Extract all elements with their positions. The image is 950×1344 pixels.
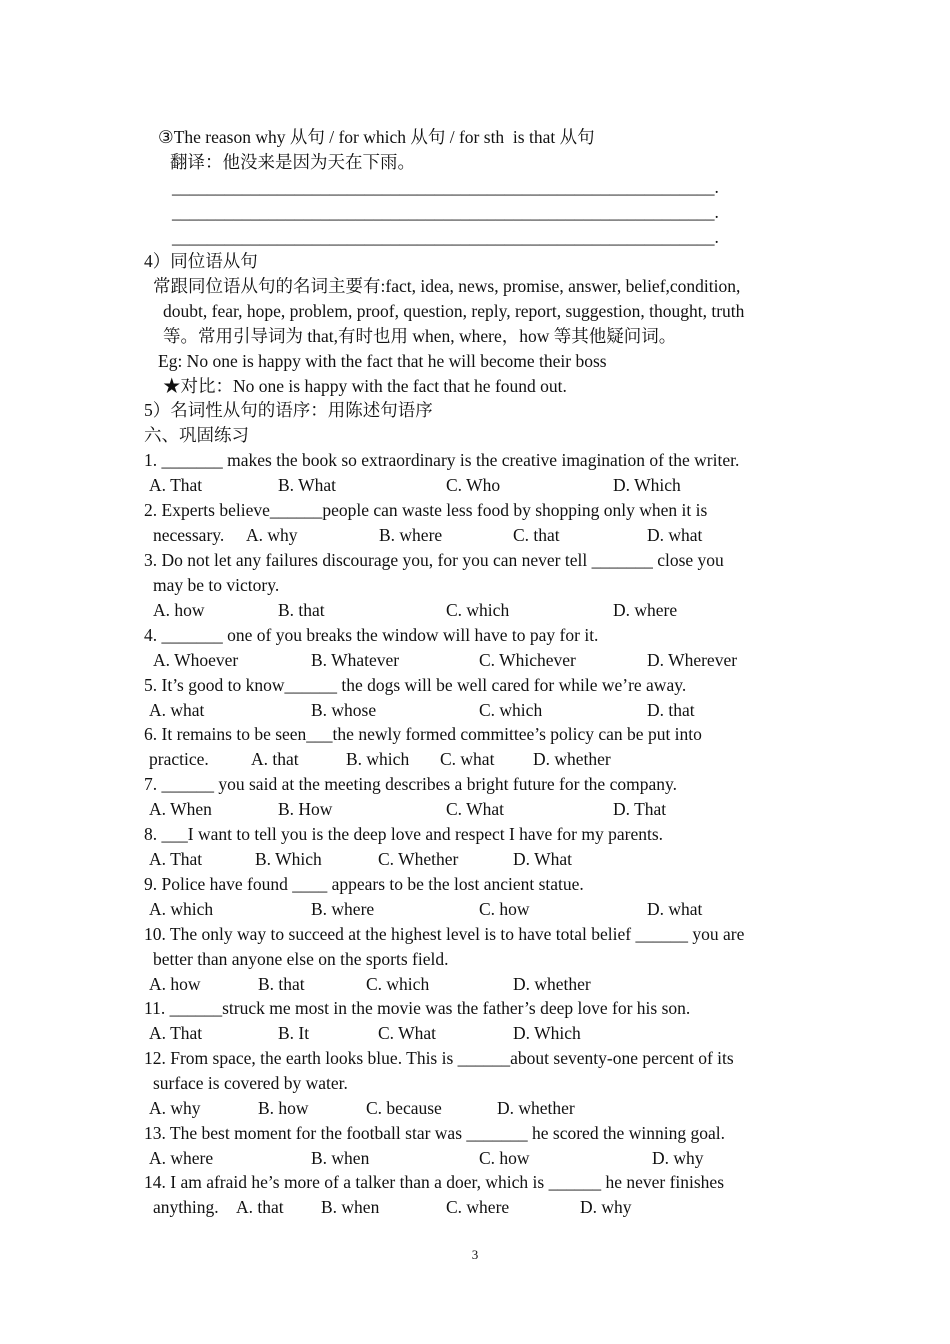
appositive-nouns-line: doubt, fear, hope, problem, proof, question, reply, report, suggestion, thought, truth (163, 301, 745, 321)
question-text: 10. The only way to succeed at the highest level is to have total belief ______ you are (144, 924, 745, 944)
option-a[interactable]: A. Whoever (153, 650, 239, 670)
option-c[interactable]: C. which (446, 600, 510, 620)
option-b[interactable]: B. where (311, 899, 375, 919)
option-c[interactable]: C. which (479, 700, 543, 720)
option-a[interactable]: A. how (149, 974, 201, 994)
page-number: 3 (471, 1247, 479, 1262)
question-text: 11. ______struck me most in the movie was the father’s deep love for his son. (144, 998, 691, 1018)
option-b[interactable]: B. that (258, 974, 305, 994)
option-d[interactable]: D. What (513, 849, 572, 869)
section-heading-appositive-clause: 4）同位语从句 (144, 251, 258, 271)
appositive-nouns-line: 常跟同位语从句的名词主要有:fact, idea, news, promise, answer, belief,condition, (153, 276, 741, 296)
option-c[interactable]: C. how (479, 1148, 530, 1168)
question-text: 14. I am afraid he’s more of a talker than a doer, which is ______ he never finishes (144, 1172, 725, 1192)
option-d[interactable]: D. why (580, 1197, 632, 1217)
option-a[interactable]: A. That (149, 849, 203, 869)
option-b[interactable]: B. when (321, 1197, 380, 1217)
option-d[interactable]: D. that (647, 700, 695, 720)
option-b[interactable]: B. which (346, 749, 410, 769)
option-a[interactable]: A. that (251, 749, 299, 769)
option-d[interactable]: D. whether (497, 1098, 575, 1118)
answer-blank-line[interactable]: ______________________________________________________________. (172, 227, 719, 247)
question-text: 3. Do not let any failures discourage you, for you can never tell _______ close you (144, 550, 724, 570)
option-b[interactable]: B. What (278, 475, 337, 495)
option-c[interactable]: C. how (479, 899, 530, 919)
option-a[interactable]: A. That (149, 1023, 203, 1043)
option-d[interactable]: D. Which (613, 475, 681, 495)
option-c[interactable]: C. where (446, 1197, 510, 1217)
translation-prompt: 翻译：他没来是因为天在下雨。 (170, 152, 415, 172)
question-text: 9. Police have found ____ appears to be the lost ancient statue. (144, 874, 584, 894)
question-text: 5. It’s good to know______ the dogs will be well cared for while we’re away. (144, 675, 687, 695)
option-c[interactable]: C. What (446, 799, 505, 819)
question-text: 13. The best moment for the football star was _______ he scored the winning goal. (144, 1123, 725, 1143)
option-b[interactable]: B. that (278, 600, 325, 620)
question-text: 1. _______ makes the book so extraordinary is the creative imagination of the writer. (144, 450, 740, 470)
option-c[interactable]: C. Whether (378, 849, 459, 869)
question-text-continued: surface is covered by water. (153, 1073, 348, 1093)
answer-blank-line[interactable]: ______________________________________________________________. (172, 202, 719, 222)
option-b[interactable]: B. Whatever (311, 650, 400, 670)
option-d[interactable]: D. what (647, 525, 703, 545)
question-text-continued: anything. (153, 1197, 219, 1217)
question-text: 2. Experts believe______people can waste less food by shopping only when it is (144, 500, 708, 520)
answer-blank-line[interactable]: ______________________________________________________________. (172, 177, 719, 197)
option-a[interactable]: A. why (149, 1098, 201, 1118)
option-d[interactable]: D. whether (533, 749, 611, 769)
option-b[interactable]: B. whose (311, 700, 377, 720)
option-a[interactable]: A. why (246, 525, 298, 545)
option-b[interactable]: B. How (278, 799, 333, 819)
question-text-continued: better than anyone else on the sports field. (153, 949, 449, 969)
option-d[interactable]: D. Wherever (647, 650, 738, 670)
option-d[interactable]: D. where (613, 600, 678, 620)
option-d[interactable]: D. whether (513, 974, 591, 994)
question-text: 4. _______ one of you breaks the window will have to pay for it. (144, 625, 599, 645)
section-heading-practice: 六、巩固练习 (144, 425, 249, 445)
contrast-sentence: ★对比：No one is happy with the fact that he found out. (163, 376, 567, 396)
option-c[interactable]: C. that (513, 525, 560, 545)
example-sentence: Eg: No one is happy with the fact that he will become their boss (158, 351, 607, 371)
option-a[interactable]: A. what (149, 700, 205, 720)
option-b[interactable]: B. when (311, 1148, 370, 1168)
option-b[interactable]: B. how (258, 1098, 309, 1118)
option-c[interactable]: C. What (378, 1023, 437, 1043)
option-d[interactable]: D. Which (513, 1023, 581, 1043)
option-b[interactable]: B. Which (255, 849, 322, 869)
question-text: 6. It remains to be seen___the newly formed committee’s policy can be put into (144, 724, 702, 744)
option-d[interactable]: D. That (613, 799, 667, 819)
option-a[interactable]: A. where (149, 1148, 214, 1168)
reason-formula: ③The reason why 从句 / for which 从句 / for sth is that 从句 (158, 127, 595, 147)
option-d[interactable]: D. what (647, 899, 703, 919)
option-a[interactable]: A. That (149, 475, 203, 495)
appositive-nouns-line: 等。常用引导词为 that,有时也用 when, where，how 等其他疑问词。 (163, 326, 677, 346)
option-b[interactable]: B. where (379, 525, 443, 545)
question-text: 7. ______ you said at the meeting describes a bright future for the company. (144, 774, 677, 794)
option-c[interactable]: C. which (366, 974, 430, 994)
option-a[interactable]: A. When (149, 799, 212, 819)
option-a[interactable]: A. which (149, 899, 214, 919)
option-a[interactable]: A. how (153, 600, 205, 620)
option-a[interactable]: A. that (236, 1197, 284, 1217)
section-heading-word-order: 5）名词性从句的语序：用陈述句语序 (144, 400, 433, 420)
question-text: 12. From space, the earth looks blue. This is ______about seventy-one percent of its (144, 1048, 734, 1068)
question-text-continued: practice. (149, 749, 209, 769)
option-c[interactable]: C. Whichever (479, 650, 576, 670)
option-c[interactable]: C. Who (446, 475, 501, 495)
question-text: 8. ___I want to tell you is the deep love and respect I have for my parents. (144, 824, 664, 844)
option-c[interactable]: C. because (366, 1098, 442, 1118)
option-b[interactable]: B. It (278, 1023, 310, 1043)
option-c[interactable]: C. what (440, 749, 495, 769)
question-text-continued: necessary. (153, 525, 225, 545)
option-d[interactable]: D. why (652, 1148, 704, 1168)
question-text-continued: may be to victory. (153, 575, 280, 595)
